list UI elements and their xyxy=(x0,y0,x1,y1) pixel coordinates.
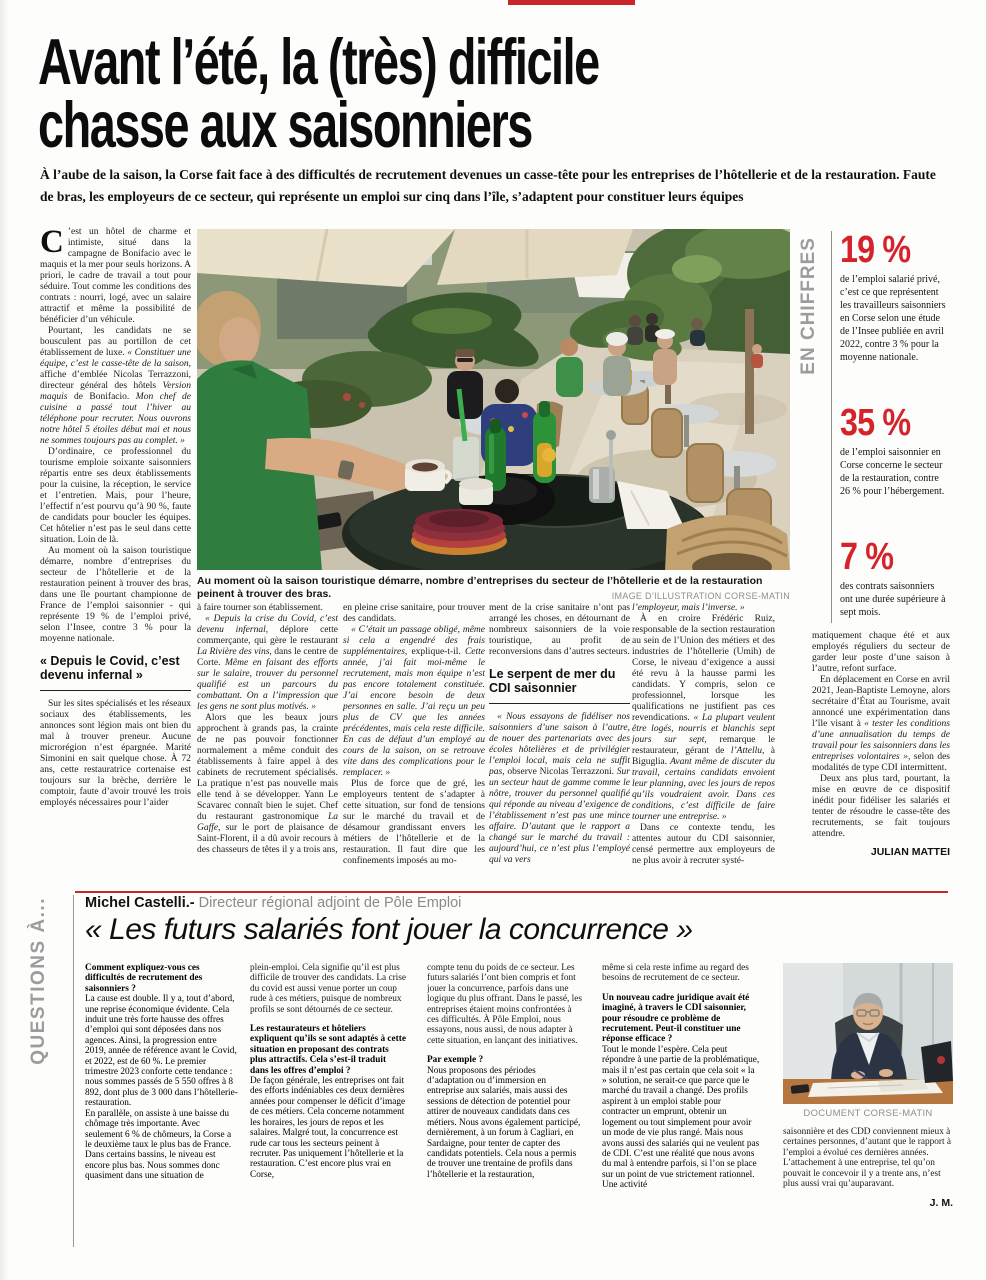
article-column-5: l’employeur, mais l’inverse. » À en croire Frédéric Ruiz, responsable de la section restauration au sein de l’Union des métiers et des industries de l’hôtellerie (Umih) de Corse, le niveau d’exigence a aussi été revu à la hausse parmi les candidats. Y compris, selon ce professionnel, lorsque les qualifications ne justifient pas ces revendications. « La plupart veulent être logés, nourris et blanchis sept jours sur sept, remarque le restaurateur, gérant de l’Attellu, à Biguglia. Avant même de discuter du travail, certains candidats envoient leur planning, avec les jours de repos qu’ils voudraient avoir. Dans ces conditions, c’est difficile de faire tourner une entreprise. » Dans ce contexte tendu, les attentes autour du CDI saisonnier, censé permettre aux employeurs de ne plus avoir à recruter systé- xyxy=(632,603,775,866)
sidebar-rule xyxy=(831,231,832,623)
photo-caption xyxy=(197,575,790,601)
stat-value: 35 % xyxy=(840,402,911,444)
stat-text: de l’emploi saisonnier en Corse concerne le secteur de la restauration, contre 26 % pour l’hébergement. xyxy=(840,447,945,497)
sidebar-stats xyxy=(840,229,948,661)
article-column-6: matiquement chaque été et aux employés réguliers du secteur de garder leur poste d’une saison à l’autre, refont surface. En déplacement en Corse en avril 2021, Jean-Baptiste Lemoyne, alors secrétaire d’État au Tourisme, avait annoncé une expérimentation dans l’île visant à « tester les conditions d’une annualisation du temps de travail pour les saisonniers dans les entreprises volontaires », selon des modalités de type CDI intermittent. Deux ans plus tard, pourtant, la mise en œuvre de ce dispositif inédit pour fidéliser les salariés et tenter de résoudre le casse-tête des recrutements, se fait toujours attendre. JULIAN MATTEI xyxy=(812,631,950,858)
article-column-2: à faire tourner son établissement. « Depuis la crise du Covid, c’est devenu infernal, déplore cette commerçante, qui gère le restaurant La Rivière des vins, dans le centre de Corte. Même en faisant des efforts sur le salaire, trouver du personnel qualifié est un parcours du combattant. On a l’impression que les gens ne sont plus motivés. » Alors que les beaux jours approchent à grands pas, la crainte de ne pas pouvoir fonctionner normalement a même conduit des établissements à faire appel à des cabinets de recrutement spécialisés. La pratique n’est pas nouvelle mais elle tend à se développer. Yann Le Scavarec connaît bien le sujet. Chef du restaurant gastronomique La Gaffe, sur le port de plaisance de Saint-Florent, il a dû avoir recours à des chasseurs de têtes il y a trois ans, xyxy=(197,603,338,855)
main-photo xyxy=(197,229,790,570)
interview-photo xyxy=(783,963,953,1104)
stat-value: 7 % xyxy=(840,536,894,578)
stat-contract-duration xyxy=(840,536,948,619)
stat-private-employment xyxy=(840,229,948,364)
terrace-photo-illustration xyxy=(197,229,790,570)
interview-section-label: QUESTIONS À... xyxy=(28,897,49,1065)
interview-divider xyxy=(75,891,948,893)
interview-speaker-line xyxy=(85,895,461,912)
interview-column-2: plein-emploi. Cela signifie qu’il est plus difficile de trouver des candidats. La crise du covid est aussi venue porter un coup rude à ces métiers, puisque de nombreux profils se sont détournés de ce secteur. Les restaurateurs et hôteliers expliquent qu’ils se sont adaptés à cette situation en proposant des contrats plus attractifs. Cela s’est-il traduit dans les offres d’emploi ? De façon générale, les entreprises ont fait des efforts indéniables ces deux dernières années pour compenser le déficit d’image de ces métiers. Cela concerne notamment les horaires, les jours de repos et les salaires. Malgré tout, la concurrence est rude car tous les secteurs peinent à recruter. Pas uniquement l’hôtellerie et la restauration. C’est encore plus vrai en Corse, xyxy=(250,963,406,1180)
page-edge-shadow xyxy=(0,0,9,1280)
en-chiffres-sidebar xyxy=(798,231,950,625)
sidebar-label: EN CHIFFRES xyxy=(798,237,819,375)
article-column-1: C ’est un hôtel de charme et intimiste, situé dans la campagne de Bonifacio avec le maquis et la mer pour seuls horizons. A priori, le cadre de travail a tout pour séduire. Tout comme les conditions des contrats : nourri, logé, avec un salaire attractif et même la possibilité de bénéficier d’un véhicule. Pourtant, les candidats ne se bousculent pas au portillon de cet établissement de luxe. « Constituer une équipe, c’est le casse-tête de la saison, affiche d’emblée Nicolas Terrazzoni, directeur général des hôtels Version maquis de Bonifacio. Mon chef de cuisine a passé tout l’hiver au téléphone pour recruter. Nous ouvrons notre hôtel 5 étoiles début mai et nous ne sommes toujours pas au complet. » D’ordinaire, ce professionnel du tourisme emploie soixante saisonniers répartis entre ses deux établissements pour la cuisine, la réception, le service et l’entretien. Mais, pour l’heure, l’effectif n’est pourvu qu’à 90 %, faute de candidats pour boucler les équipes. Cet hôtelier n’est pas le seul dans cette situation. Loin de là. Au moment où la saison touristique démarre, nombre d’entreprises du secteur de l’hôtellerie et de la restauration peinent à trouver des bras, dans une île pourtant championne de France de l’emploi saisonnier - qui représente 19 % de l’emploi privé, selon l’Insee, contre 3 % pour la moyenne nationale. « Depuis le Covid, c’est devenu infernal » Sur les sites spécialisés et les réseaux sociaux des établissements, les annonces sont légion mais ont bien du mal à trouver preneur. Aucune microrégion n’est épargnée. Marité Simonini en sait quelque chose. À 72 ans, cette restauratrice cortenaise est toujours sur la brèche, derrière le comptoir, faute d’avoir trouvé les trois employés nécessaires pour l’aider xyxy=(40,227,191,808)
interview-column-3: compte tenu du poids de ce secteur. Les futurs salariés l’ont bien compris et font jouer la concurrence, parfois dans une logique du plus offrant. Dans le passé, les entreprises étaient moins confrontées à ces difficultés. À Pôle Emploi, nous essayons, nous aussi, de nous adapter à cette situation, en lançant des initiatives. Par exemple ? Nous proposons des périodes d’adaptation ou d’immersion en entreprise aux salariés, mais aussi des sessions de détection de potentiel pour attirer de nouveaux candidats dans ces métiers. Nous avons également participé, dernièrement, à un forum à Cagliari, en Sardaigne, pour tenter de capter des candidats potentiels. Cela nous a permis de trouver une trentaine de profils dans l’hôtellerie et la restauration, xyxy=(427,963,583,1180)
interview-column-5 xyxy=(783,963,953,1245)
photo-caption-text: Au moment où la saison touristique démarre, nombre d’entreprises du secteur de l’hôtellerie et de la restauration peinent à trouver des bras. xyxy=(197,575,763,600)
article-column-3: en pleine crise sanitaire, pour trouver des candidats. « C’était un passage obligé, même si cela a engendré des frais supplémentaires, explique-t-il. Cette année, j’ai fait moi-même le recrutement, mais mon équipe n’est pas encore totalement constituée. J’ai encore besoin de deux personnes en salle. J’ai reçu un peu plus de CV que les années précédentes, mais cela reste difficile. En cas de défaut d’un employé au cours de la saison, on se retrouve vite dans des complications pour le remplacer. » Plus de force que de gré, les employeurs tentent de s’adapter à cette situation, sur fond de tensions sur le marché du travail et de désamour grandissant envers les métiers de l’hôtellerie et de la restauration. Il faut dire que les confinements imposés au mo- xyxy=(343,603,485,866)
headline-line1: Avant l’été, la (très) difficile xyxy=(38,25,599,98)
section-tab xyxy=(508,0,635,5)
interview-speaker-name: Michel Castelli.- xyxy=(85,895,195,911)
main-article xyxy=(40,227,950,895)
interview-column-4: même si cela reste infime au regard des besoins de recrutement de ce secteur. Un nouveau cadre juridique avait été imaginé, à travers le CDI saisonnier, pour résoudre ce problème de recrutement. Peut-il constituer une réponse efficace ? Tout le monde l’espère. Cela peut répondre à une partie de la problématique, mais il n’est pas certain que cela soit « la » solution, ne serait-ce que parce que le marché du travail a changé. Des profils aspirent à un emploi stable pour contracter un emprunt, obtenir un logement ou tout simplement pour avoir un mode de vie plus rangé. Mais nous avons aussi des salariés qui ne veulent pas de CDI. C’est une réalité que nous avons du mal à entendre parfois, si l’on se place sur un point de vue strictement rationnel. Une activité xyxy=(602,963,760,1191)
interview-speaker-role: Directeur régional adjoint de Pôle Emploi xyxy=(194,895,462,911)
interview-photo-credit: DOCUMENT CORSE-MATIN xyxy=(803,1108,933,1119)
standfirst: À l’aube de la saison, la Corse fait face à des difficultés de recrutement devenues un casse-tête pour les entreprises de l’hôtellerie et de la restauration. Faute de bras, les employeurs de ce secteur, qui représente un emploi sur cinq dans l’île, s’adaptent pour constituer leurs équipes xyxy=(40,167,936,204)
interview-label-rule xyxy=(73,895,74,1247)
photo-credit: IMAGE D’ILLUSTRATION CORSE-MATIN xyxy=(611,591,790,601)
interview-title: « Les futurs salariés font jouer la concurrence » xyxy=(85,913,693,946)
article-column-4: ment de la crise sanitaire n’ont pas arrangé les choses, en détournant de nombreux saisonniers de la voie touristique, au profit de reconversions dans d’autres secteurs. Le serpent de mer du CDI saisonnier « Nous essayons de fidéliser nos saisonniers d’une saison à l’autre, de nouer des partenariats avec des écoles hôtelières et de privilégier l’emploi local, mais cela ne suffit pas, observe Nicolas Terrazzoni. Sur un secteur haut de gamme comme le nôtre, trouver du personnel qualifié qui réponde au niveau d’exigence de l’établissement n’est pas une mince affaire. D’autant que le rapport a changé sur le marché du travail : aujourd’hui, ce n’est plus l’employé qui va vers xyxy=(489,603,630,865)
headline-line2: chasse aux saisonniers xyxy=(38,88,532,161)
stat-value: 19 % xyxy=(840,229,911,271)
portrait-photo-illustration xyxy=(783,963,953,1104)
stat-text: de l’emploi salarié privé, c’est ce que représentent les travailleurs saisonniers en Corse selon une étude de l’Insee publiée en avril 2022, contre 3 % pour la moyenne nationale. xyxy=(840,274,946,363)
interview-column-5-text: saisonnière et des CDD conviennent mieux à certaines personnes, d’autant que le rapport à l’emploi a évolué ces dernières années. L’attachement à une entreprise, tel qu’on pouvait le concevoir il y a trente ans, n’est plus aussi vrai qu’auparavant. J. M. xyxy=(783,1127,953,1210)
interview-column-1: Comment expliquez-vous ces difficultés de recrutement des saisonniers ? La cause est double. Il y a, tout d’abord, une reprise économique évidente. Cela induit une très forte hausse des offres d’emploi qui sont déposées dans nos agences. Ainsi, la progression entre 2019, année de référence avant le Covid, et 2022, est de 60 %. Le premier trimestre 2023 conforte cette tendance : nous sommes passés de 5 550 offres à 8 892, dont plus de 3 000 dans l’hôtellerie-restauration. En parallèle, on assiste à une baisse du chômage très importante. Avec seulement 6 % de chômeurs, la Corse a le deuxième taux le plus bas de France. Dans certains bassins, le niveau est encore plus bas. Nous sommes donc quasiment dans une situation de xyxy=(85,963,238,1182)
headline xyxy=(38,25,599,161)
stat-restauration-share xyxy=(840,402,948,498)
stat-text: des contrats saisonniers ont une durée supérieure à sept mois. xyxy=(840,581,946,618)
